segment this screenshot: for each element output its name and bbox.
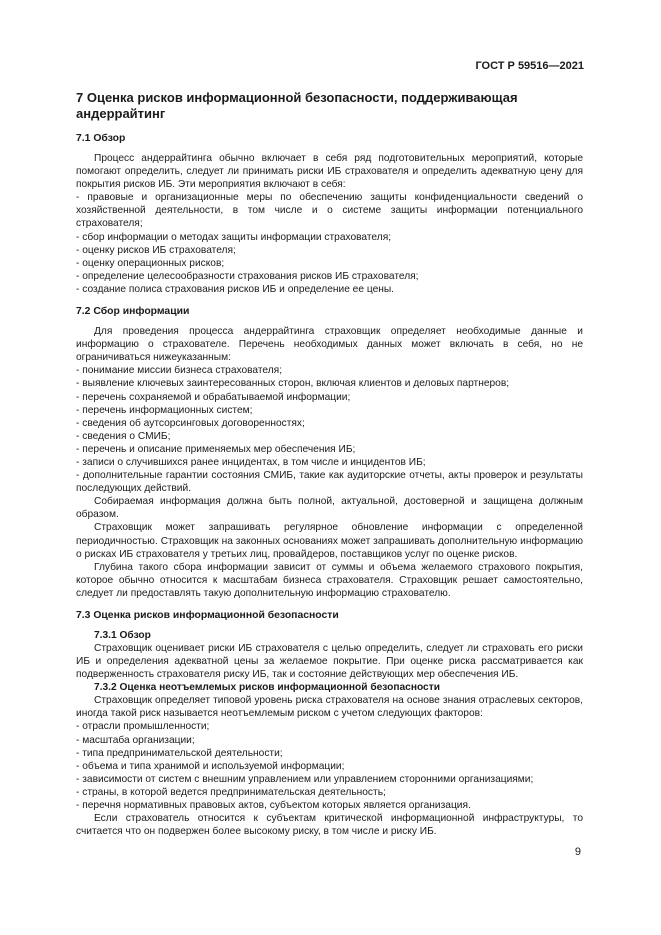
list-item: - определение целесообразности страхования рисков ИБ страхователя; bbox=[76, 270, 583, 283]
list-item: - перечень и описание применяемых мер обеспечения ИБ; bbox=[76, 443, 583, 456]
list-item: - понимание миссии бизнеса страхователя; bbox=[76, 364, 583, 377]
paragraph: Собираемая информация должна быть полной, актуальной, достоверной и защищена должным образом. bbox=[76, 496, 583, 521]
subsection-title-7-3: 7.3 Оценка рисков информационной безопасности bbox=[76, 610, 339, 621]
list-item: - масштаба организации; bbox=[76, 734, 583, 747]
list-item: - оценку операционных рисков; bbox=[76, 257, 583, 270]
list-item: - перечень сохраняемой и обрабатываемой информации; bbox=[76, 391, 583, 404]
clause-title-7-3-2: 7.3.2 Оценка неотъемлемых рисков информационной безопасности bbox=[94, 682, 440, 694]
clause-title-7-3-1: 7.3.1 Обзор bbox=[94, 630, 151, 641]
list-item: - сведения о СМИБ; bbox=[76, 430, 583, 443]
page-number: 9 bbox=[574, 846, 581, 858]
subsection-title-7-1: 7.1 Обзор bbox=[76, 133, 126, 144]
list-item: - дополнительные гарантии состояния СМИБ, такие как аудиторские отчеты, акты проверок и результаты последующих действий. bbox=[76, 469, 583, 495]
list-item: - типа предпринимательской деятельности; bbox=[76, 747, 583, 760]
paragraph: Страховщик определяет типовой уровень риска страхователя на основе знания отраслевых секторов, иногда такой риск называется неотъемлемым риском с учетом следующих факторов: bbox=[76, 695, 583, 720]
standard-id: ГОСТ Р 59516—2021 bbox=[475, 60, 584, 72]
paragraph: Глубина такого сбора информации зависит от суммы и объема желаемого страхового покрытия, которое обычно относится к масштабам бизнеса страхователя. Страховщик решает самостоятельно, следует ли предоставлять такую дополнительную информацию страхователю. bbox=[76, 561, 583, 599]
list-item: - перечня нормативных правовых актов, субъектом которых является организация. bbox=[76, 799, 583, 812]
paragraph: Процесс андеррайтинга обычно включает в себя ряд подготовительных мероприятий, которые помогают определить, следует ли принимать риски ИБ страхователя и определить адекватную цену для покрытия рисков ИБ. Эти мероприятия включают в себя: bbox=[76, 153, 583, 191]
bullet-list bbox=[76, 720, 583, 812]
bullet-list bbox=[76, 364, 583, 495]
paragraph: Если страхователь относится к субъектам критической информационной инфраструктуры, то считается что он подвержен более высокому риску, в том числе и риску ИБ. bbox=[76, 813, 583, 838]
list-item: - зависимости от систем с внешним управлением или управлением сторонними организациями; bbox=[76, 773, 583, 786]
list-item: - сведения об аутсорсинговых договоренностях; bbox=[76, 417, 583, 430]
bullet-list bbox=[76, 191, 583, 296]
paragraph: Страховщик может запрашивать регулярное обновление информации с определенной периодичностью. Страховщик на законных основаниях может запрашивать дополнительную информацию о рисках ИБ страхователя у третьих лиц, провайдеров, поставщиков услуг по оценке рисков. bbox=[76, 522, 583, 560]
list-item: - объема и типа хранимой и используемой информации; bbox=[76, 760, 583, 773]
section-title: 7 Оценка рисков информационной безопасности, поддерживающая андеррайтинг bbox=[76, 90, 518, 121]
list-item: - страны, в которой ведется предпринимательская деятельность; bbox=[76, 786, 583, 799]
list-item: - правовые и организационные меры по обеспечению защиты конфиденциальности сведений о хозяйственной деятельности, в том числе и о системе защиты информации потенциального страхователя; bbox=[76, 191, 583, 230]
list-item: - перечень информационных систем; bbox=[76, 404, 583, 417]
page-content bbox=[76, 90, 583, 838]
list-item: - сбор информации о методах защиты информации страхователя; bbox=[76, 231, 583, 244]
list-item: - отрасли промышленности; bbox=[76, 720, 583, 733]
paragraph: Для проведения процесса андеррайтинга страховщик определяет необходимые данные и информацию о страхователе. Перечень необходимых данных может включать в себя, но не ограничиваться нижеуказанным: bbox=[76, 326, 583, 364]
list-item: - выявление ключевых заинтересованных сторон, включая клиентов и деловых партнеров; bbox=[76, 377, 583, 390]
paragraph: Страховщик оценивает риски ИБ страхователя с целью определить, следует ли страховать его риски ИБ и определения адекватной цены за желаемое покрытие. При оценке риска рассматривается как подверженность страхователя риску ИБ, так и состояние действующих мер обеспечения ИБ. bbox=[76, 643, 583, 681]
list-item: - оценку рисков ИБ страхователя; bbox=[76, 244, 583, 257]
list-item: - создание полиса страхования рисков ИБ и определение ее цены. bbox=[76, 283, 583, 296]
subsection-title-7-2: 7.2 Сбор информации bbox=[76, 306, 190, 318]
list-item: - записи о случившихся ранее инцидентах, в том числе и инцидентов ИБ; bbox=[76, 456, 583, 469]
